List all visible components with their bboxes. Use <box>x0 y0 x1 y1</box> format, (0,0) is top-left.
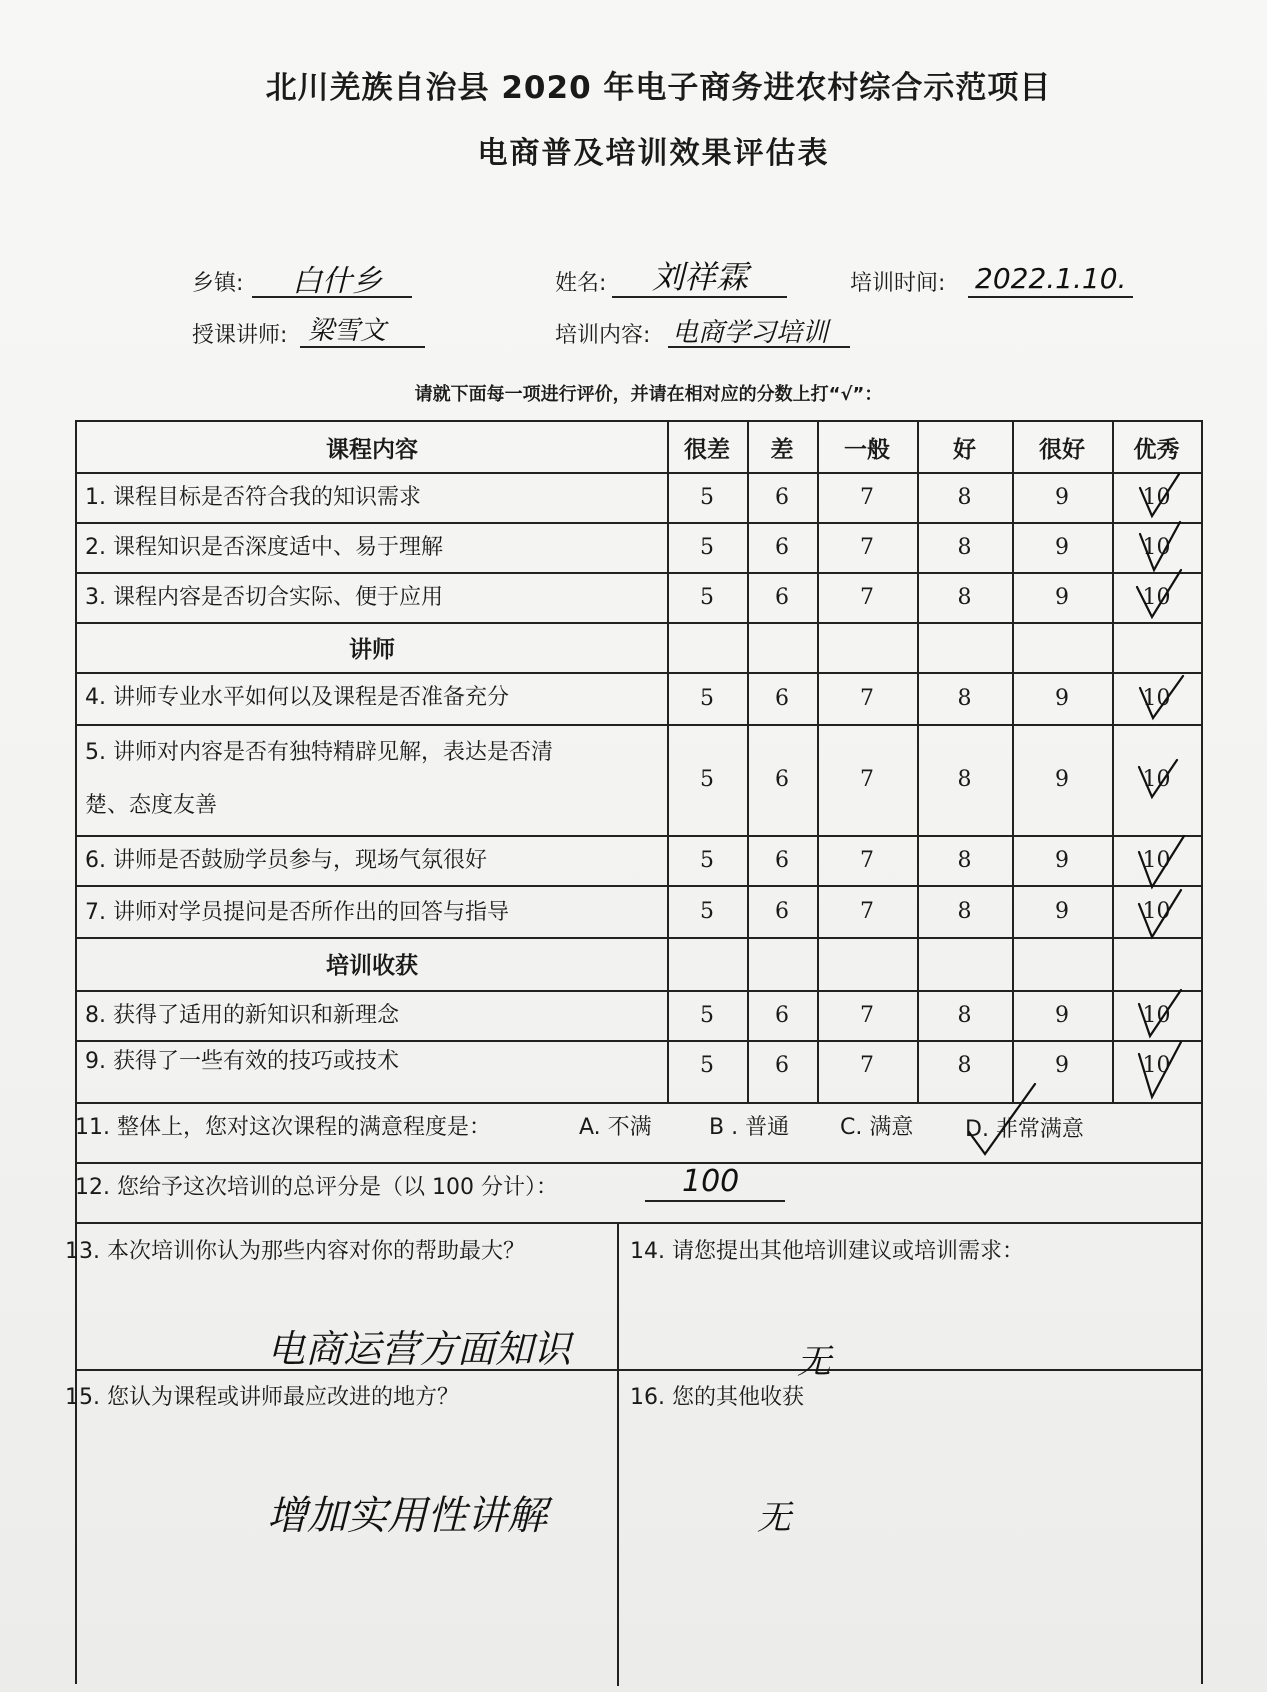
score-option-q2-5[interactable]: 5 <box>700 534 714 560</box>
question-5-line2: 楚、态度友善 <box>85 793 218 818</box>
name-label: 姓名: <box>555 271 607 296</box>
score-option-q3-5[interactable]: 5 <box>700 584 714 610</box>
question-2: 2. 课程知识是否深度适中、易于理解 <box>85 535 443 560</box>
score-option-q9-5[interactable]: 5 <box>700 1052 714 1078</box>
q13-label: 13. 本次培训你认为那些内容对你的帮助最大？ <box>65 1239 525 1264</box>
score-option-q7-5[interactable]: 5 <box>700 898 714 924</box>
score-option-q7-10[interactable]: 10 <box>1142 898 1171 924</box>
score-option-q2-8[interactable]: 8 <box>957 534 972 560</box>
score-option-q4-7[interactable]: 7 <box>860 685 874 711</box>
score-option-q2-9[interactable]: 9 <box>1055 534 1069 560</box>
col-divider <box>617 1222 619 1686</box>
score-option-q4-6[interactable]: 6 <box>775 685 789 711</box>
question-3: 3. 课程内容是否切合实际、便于应用 <box>85 585 443 610</box>
score-option-q9-6[interactable]: 6 <box>775 1052 789 1078</box>
header-average: 一般 <box>844 436 890 463</box>
q16-answer[interactable]: 无 <box>757 1498 791 1538</box>
score-option-q3-8[interactable]: 8 <box>957 584 972 610</box>
header-very-good: 很好 <box>1039 436 1085 463</box>
question-4: 4. 讲师专业水平如何以及课程是否准备充分 <box>85 685 509 710</box>
score-option-q7-7[interactable]: 7 <box>860 898 874 924</box>
question-6: 6. 讲师是否鼓励学员参与，现场气氛很好 <box>85 848 487 873</box>
date-underline <box>968 296 1133 298</box>
section-training-gain: 培训收获 <box>326 953 418 979</box>
score-option-q2-10[interactable]: 10 <box>1142 534 1171 560</box>
score-option-q4-9[interactable]: 9 <box>1055 685 1069 711</box>
score-option-q3-9[interactable]: 9 <box>1055 584 1069 610</box>
score-option-q8-9[interactable]: 9 <box>1055 1002 1069 1028</box>
score-option-q6-9[interactable]: 9 <box>1055 847 1069 873</box>
content-label: 培训内容: <box>555 323 651 348</box>
q11-label: 11. 整体上，您对这次课程的满意程度是： <box>75 1115 491 1140</box>
header-course-content: 课程内容 <box>326 436 418 463</box>
score-option-q5-7[interactable]: 7 <box>860 767 874 792</box>
q16-label: 16. 您的其他收获 <box>630 1385 804 1410</box>
content-value[interactable]: 电商学习培训 <box>672 318 829 348</box>
score-option-q6-5[interactable]: 5 <box>700 847 714 873</box>
score-option-q1-10[interactable]: 10 <box>1142 484 1171 510</box>
question-9: 9. 获得了一些有效的技巧或技术 <box>85 1049 399 1074</box>
evaluation-table <box>65 420 1203 1684</box>
row-divider <box>77 1222 1201 1224</box>
score-option-q1-6[interactable]: 6 <box>775 484 789 510</box>
q11-option-b[interactable]: B . 普通 <box>709 1115 790 1140</box>
q11-option-c[interactable]: C. 满意 <box>840 1115 914 1140</box>
score-option-q9-9[interactable]: 9 <box>1055 1052 1069 1078</box>
lecturer-label: 授课讲师: <box>192 323 288 348</box>
date-value[interactable]: 2022.1.10. <box>975 262 1127 295</box>
score-option-q4-8[interactable]: 8 <box>957 685 972 711</box>
form-subtitle: 电商普及培训效果评估表 <box>477 136 830 171</box>
score-option-q7-6[interactable]: 6 <box>775 898 789 924</box>
lecturer-value[interactable]: 梁雪文 <box>308 316 387 346</box>
town-value[interactable]: 白什乡 <box>292 264 382 299</box>
date-label: 培训时间: <box>850 271 946 296</box>
score-option-q2-7[interactable]: 7 <box>860 534 874 560</box>
score-option-q6-7[interactable]: 7 <box>860 847 874 873</box>
score-option-q3-6[interactable]: 6 <box>775 584 789 610</box>
row-divider <box>77 1369 1201 1371</box>
score-option-q1-5[interactable]: 5 <box>700 484 714 510</box>
score-option-q9-8[interactable]: 8 <box>957 1052 972 1078</box>
header-very-poor: 很差 <box>684 436 730 463</box>
name-value[interactable]: 刘祥霖 <box>652 258 749 296</box>
score-option-q7-9[interactable]: 9 <box>1055 898 1069 924</box>
score-option-q8-6[interactable]: 6 <box>775 1002 789 1028</box>
score-option-q6-6[interactable]: 6 <box>775 847 789 873</box>
q12-answer[interactable]: 100 <box>682 1164 740 1199</box>
q13-answer[interactable]: 电商运营方面知识 <box>267 1327 572 1371</box>
score-option-q5-6[interactable]: 6 <box>775 767 789 792</box>
q12-label: 12. 您给予这次培训的总评分是（以 100 分计）： <box>75 1175 558 1200</box>
q11-option-d[interactable]: D. 非常满意 <box>965 1117 1084 1142</box>
question-8: 8. 获得了适用的新知识和新理念 <box>85 1003 399 1028</box>
score-option-q5-10[interactable]: 10 <box>1142 767 1171 792</box>
q14-answer[interactable]: 无 <box>797 1342 831 1382</box>
score-option-q3-7[interactable]: 7 <box>860 584 874 610</box>
score-option-q6-8[interactable]: 8 <box>957 847 972 873</box>
instruction-text: 请就下面每一项进行评价，并请在相对应的分数上打“√”： <box>414 384 883 405</box>
q11-option-a[interactable]: A. 不满 <box>579 1115 652 1140</box>
score-option-q1-9[interactable]: 9 <box>1055 484 1069 510</box>
score-option-q3-10[interactable]: 10 <box>1142 584 1171 610</box>
score-option-q4-10[interactable]: 10 <box>1142 685 1171 711</box>
q14-label: 14. 请您提出其他培训建议或培训需求： <box>630 1239 1024 1264</box>
score-option-q5-8[interactable]: 8 <box>957 767 972 792</box>
score-option-q9-7[interactable]: 7 <box>860 1052 874 1078</box>
score-option-q7-8[interactable]: 8 <box>957 898 972 924</box>
score-option-q9-10[interactable]: 10 <box>1142 1052 1171 1078</box>
header-excellent: 优秀 <box>1133 436 1180 463</box>
score-option-q8-5[interactable]: 5 <box>700 1002 714 1028</box>
row-divider <box>77 1162 1201 1164</box>
score-option-q8-10[interactable]: 10 <box>1142 1002 1171 1028</box>
score-option-q4-5[interactable]: 5 <box>700 685 714 711</box>
score-option-q5-9[interactable]: 9 <box>1055 767 1069 792</box>
q12-underline <box>645 1200 785 1202</box>
score-option-q6-10[interactable]: 10 <box>1142 847 1171 873</box>
question-7: 7. 讲师对学员提问是否所作出的回答与指导 <box>85 900 509 925</box>
row-divider <box>77 1102 1201 1104</box>
score-option-q1-8[interactable]: 8 <box>957 484 972 510</box>
section-lecturer: 讲师 <box>349 636 395 663</box>
header-good: 好 <box>953 436 976 463</box>
q15-label: 15. 您认为课程或讲师最应改进的地方？ <box>65 1385 459 1410</box>
score-option-q5-5[interactable]: 5 <box>700 767 714 792</box>
q15-answer[interactable]: 增加实用性讲解 <box>267 1493 547 1539</box>
score-option-q2-6[interactable]: 6 <box>775 534 789 560</box>
header-poor: 差 <box>770 436 794 463</box>
score-option-q8-7[interactable]: 7 <box>860 1002 874 1028</box>
question-5-line1: 5. 讲师对内容是否有独特精辟见解，表达是否清 <box>85 740 553 765</box>
question-1: 1. 课程目标是否符合我的知识需求 <box>85 485 421 510</box>
score-option-q8-8[interactable]: 8 <box>957 1002 972 1028</box>
form-title: 北川羌族自治县 2020 年电子商务进农村综合示范项目 <box>265 70 1052 106</box>
town-label: 乡镇: <box>192 271 244 296</box>
score-option-q1-7[interactable]: 7 <box>860 484 874 510</box>
